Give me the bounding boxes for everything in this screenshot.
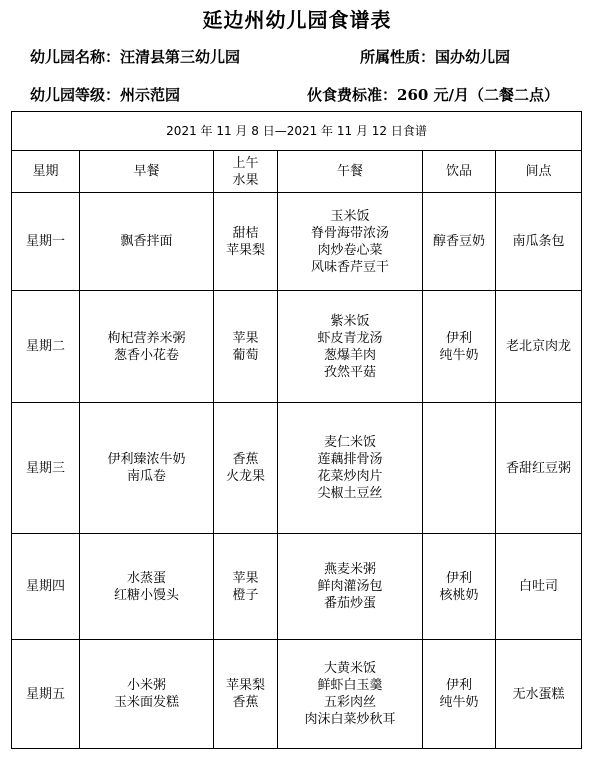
breakfast-cell: 飘香拌面 bbox=[80, 193, 214, 291]
meal-fee-value: 260 元/月（二餐二点） bbox=[397, 86, 560, 104]
fruit-cell: 香蕉 火龙果 bbox=[214, 403, 278, 534]
lunch-cell: 紫米饭 虾皮青龙汤 葱爆羊肉 孜然平菇 bbox=[278, 291, 423, 403]
drink-cell bbox=[423, 403, 496, 534]
meal-fee-label: 伙食费标准： bbox=[307, 86, 398, 104]
table-row bbox=[12, 193, 582, 291]
kindergarten-nature-value: 国办幼儿园 bbox=[435, 48, 511, 66]
kindergarten-level bbox=[30, 84, 180, 106]
fruit-cell: 苹果 橙子 bbox=[214, 534, 278, 640]
date-range-cell: 2021 年 11 月 8 日—2021 年 11 月 12 日食谱 bbox=[12, 112, 582, 151]
weekday-cell: 星期二 bbox=[12, 291, 80, 403]
header-drink: 饮品 bbox=[423, 151, 496, 193]
breakfast-cell: 水蒸蛋 红糖小馒头 bbox=[80, 534, 214, 640]
snack-cell: 南瓜条包 bbox=[496, 193, 582, 291]
header-row bbox=[12, 151, 582, 193]
snack-cell: 老北京肉龙 bbox=[496, 291, 582, 403]
breakfast-cell: 枸杞营养米粥 葱香小花卷 bbox=[80, 291, 214, 403]
header-snack: 间点 bbox=[496, 151, 582, 193]
drink-cell: 伊利 核桃奶 bbox=[423, 534, 496, 640]
kindergarten-level-label: 幼儿园等级： bbox=[30, 86, 121, 104]
weekday-cell: 星期四 bbox=[12, 534, 80, 640]
weekday-cell: 星期五 bbox=[12, 640, 80, 749]
page-title: 延边州幼儿园食谱表 bbox=[202, 8, 392, 32]
drink-cell: 醇香豆奶 bbox=[423, 193, 496, 291]
kindergarten-name-label: 幼儿园名称： bbox=[30, 48, 121, 66]
kindergarten-name-value: 汪清县第三幼儿园 bbox=[120, 48, 241, 66]
header-weekday: 星期 bbox=[12, 151, 80, 193]
table-row bbox=[12, 534, 582, 640]
breakfast-cell: 伊利臻浓牛奶 南瓜卷 bbox=[80, 403, 214, 534]
table-row bbox=[12, 403, 582, 534]
meal-fee-standard bbox=[307, 84, 559, 106]
lunch-cell: 麦仁米饭 莲藕排骨汤 花菜炒肉片 尖椒土豆丝 bbox=[278, 403, 423, 534]
lunch-cell: 大黄米饭 鲜虾白玉羹 五彩肉丝 肉沫白菜炒秋耳 bbox=[278, 640, 423, 749]
lunch-cell: 燕麦米粥 鲜肉灌汤包 番茄炒蛋 bbox=[278, 534, 423, 640]
kindergarten-level-value: 州示范园 bbox=[120, 86, 181, 104]
kindergarten-nature-label: 所属性质： bbox=[360, 48, 436, 66]
fruit-cell: 甜桔 苹果梨 bbox=[214, 193, 278, 291]
drink-cell: 伊利 纯牛奶 bbox=[423, 291, 496, 403]
header-breakfast: 早餐 bbox=[80, 151, 214, 193]
weekday-cell: 星期一 bbox=[12, 193, 80, 291]
header-lunch: 午餐 bbox=[278, 151, 423, 193]
table-row bbox=[12, 640, 582, 749]
snack-cell: 无水蛋糕 bbox=[496, 640, 582, 749]
kindergarten-name bbox=[30, 46, 240, 68]
weekday-cell: 星期三 bbox=[12, 403, 80, 534]
lunch-cell: 玉米饭 脊骨海带浓汤 肉炒卷心菜 风味香芹豆干 bbox=[278, 193, 423, 291]
fruit-cell: 苹果 葡萄 bbox=[214, 291, 278, 403]
breakfast-cell: 小米粥 玉米面发糕 bbox=[80, 640, 214, 749]
fruit-cell: 苹果梨 香蕉 bbox=[214, 640, 278, 749]
drink-cell: 伊利 纯牛奶 bbox=[423, 640, 496, 749]
snack-cell: 香甜红豆粥 bbox=[496, 403, 582, 534]
kindergarten-nature bbox=[360, 46, 510, 68]
date-range-row bbox=[12, 112, 582, 151]
snack-cell: 白吐司 bbox=[496, 534, 582, 640]
header-morning-fruit: 上午 水果 bbox=[214, 151, 278, 193]
table-row bbox=[12, 291, 582, 403]
menu-table bbox=[11, 111, 582, 749]
